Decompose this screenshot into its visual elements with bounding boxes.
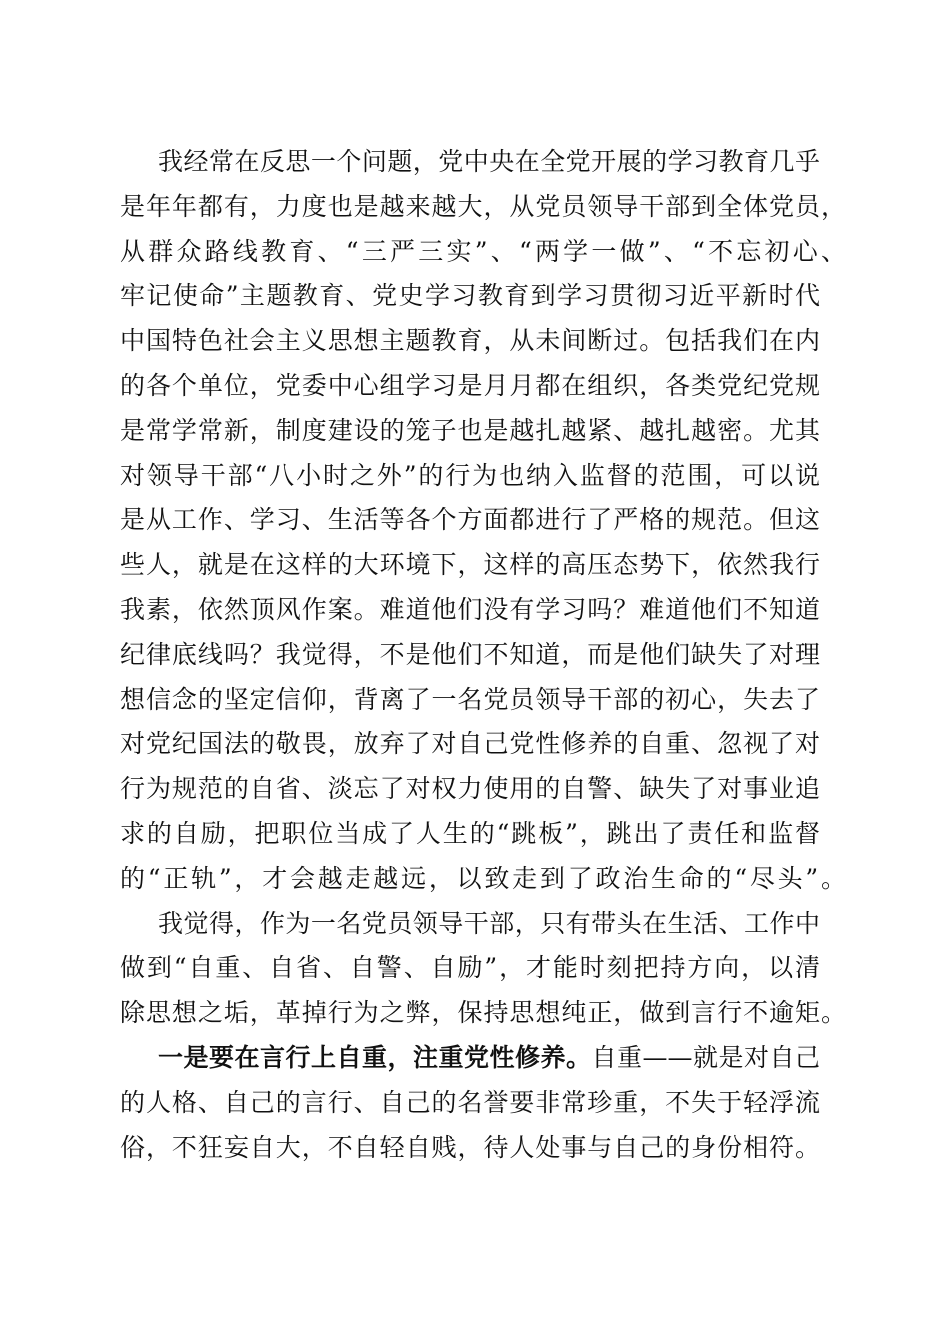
body-text bbox=[120, 140, 860, 1170]
paragraph-1 bbox=[120, 140, 860, 902]
text-line: 纪律底线吗？我觉得，不是他们不知道，而是他们缺失了对理 bbox=[120, 639, 820, 669]
text-line: 除思想之垢，革掉行为之弊，保持思想纯正，做到言行不逾矩。 bbox=[120, 998, 846, 1028]
text-line: 我经常在反思一个问题，党中央在全党开展的学习教育几乎 bbox=[158, 147, 820, 176]
text-line: 是年年都有，力度也是越来越大，从党员领导干部到全体党员， bbox=[120, 191, 846, 221]
text-line: 俗，不狂妄自大，不自轻自贱，待人处事与自己的身份相符。 bbox=[120, 1132, 820, 1162]
section-heading: 一是要在言行上自重，注重党性修养。 bbox=[158, 1042, 592, 1072]
paragraph-3 bbox=[120, 1036, 860, 1170]
text-line: 中国特色社会主义思想主题教育，从未间断过。包括我们在内 bbox=[120, 326, 820, 356]
text-line: 的“正轨”，才会越走越远，以致走到了政治生命的“尽头”。 bbox=[120, 863, 846, 893]
text-line bbox=[158, 1036, 820, 1081]
text-line: 做到“自重、自省、自警、自励”，才能时刻把持方向，以清 bbox=[120, 953, 820, 983]
text-line: 求的自励，把职位当成了人生的“跳板”，跳出了责任和监督 bbox=[120, 818, 820, 848]
text-line: 对党纪国法的敬畏，放弃了对自己党性修养的自重、忽视了对 bbox=[120, 729, 820, 759]
text-line: 从群众路线教育、“三严三实”、“两学一做”、“不忘初心、 bbox=[120, 236, 846, 266]
text-line: 是从工作、学习、生活等各个方面都进行了严格的规范。但这 bbox=[120, 505, 820, 535]
text-line: 些人，就是在这样的大环境下，这样的高压态势下，依然我行 bbox=[120, 550, 820, 580]
text-line: 我素，依然顶风作案。难道他们没有学习吗？难道他们不知道 bbox=[120, 594, 820, 624]
text-line: 是常学常新，制度建设的笼子也是越扎越紧、越扎越密。尤其 bbox=[120, 415, 820, 445]
text-line: 的各个单位，党委中心组学习是月月都在组织，各类党纪党规 bbox=[120, 370, 820, 400]
paragraph-2 bbox=[120, 902, 860, 1036]
text-line: 牢记使命”主题教育、党史学习教育到学习贯彻习近平新时代 bbox=[120, 281, 820, 311]
text-line: 的人格、自己的言行、自己的名誉要非常珍重，不失于轻浮流 bbox=[120, 1087, 820, 1117]
text-line: 对领导干部“八小时之外”的行为也纳入监督的范围，可以说 bbox=[120, 460, 820, 490]
text-line: 想信念的坚定信仰，背离了一名党员领导干部的初心，失去了 bbox=[120, 684, 820, 714]
text-line: 行为规范的自省、淡忘了对权力使用的自警、缺失了对事业追 bbox=[120, 774, 820, 804]
text-line: 我觉得，作为一名党员领导干部，只有带头在生活、工作中 bbox=[158, 908, 820, 938]
section-lead-text: 自重——就是对自己 bbox=[591, 1042, 820, 1072]
